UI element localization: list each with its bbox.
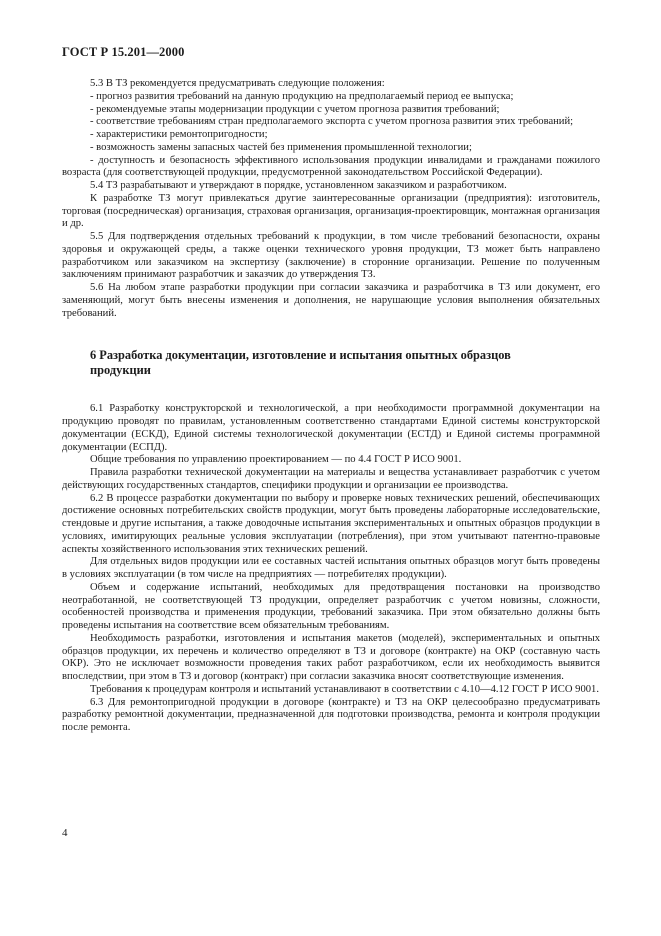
- paragraph: Необходимость разработки, изготовления и испытания макетов (моделей), экспериментальных и опытных образцов продукции, их перечень и количество определяют в ТЗ и договоре (контракте) на ОКР (составную часть ОКР). Это не исключает возможности проведения таких работ разработчиком, если их необходимость выявится впоследствии, при этом в ТЗ и договор (контракт) при согласии заказчика вносят соответствующие изменения.: [62, 632, 600, 682]
- list-item: - доступность и безопасность эффективного использования продукции инвалидами и гражданами пожилого возраста (для соответствующей продукции, предусмотренной законодательством Российской Федерации).: [62, 154, 600, 179]
- list-item: - соответствие требованиям стран предполагаемого экспорта с учетом прогноза развития этих требований;: [90, 116, 574, 128]
- page-number: 4: [62, 827, 68, 839]
- paragraph: Для отдельных видов продукции или ее составных частей испытания опытных образцов могут быть проведены в условиях эксплуатации (в том числе на предприятиях — потребителях продукции).: [62, 556, 600, 580]
- list-item: - возможность замены запасных частей без применения промышленной технологии;: [90, 141, 472, 153]
- page-header: ГОСТ Р 15.201—2000: [62, 45, 185, 59]
- paragraph-5-5: 5.5 Для подтверждения отдельных требований к продукции, в том числе требований безопасности, охраны здоровья и окружающей среды, а также оценки технического уровня продукции, ТЗ может быть направлено разработчиком или заказчиком на экспертизу (заключение) в сторонние организации. Решение по полученным заключениям принимают разработчик и заказчик до утверждения ТЗ.: [62, 231, 600, 281]
- paragraph: К разработке ТЗ могут привлекаться другие заинтересованные организации (предприятия): изготовитель, торговая (посредническая) организация, страховая организация, организация-проектировщик, монтажная организация и др.: [62, 192, 600, 230]
- paragraph-5-6: 5.6 На любом этапе разработки продукции при согласии заказчика и разработчика в ТЗ или документ, его заменяющий, могут быть внесены изменения и дополнения, не нарушающие условия выполнения обязательных требований.: [62, 282, 600, 319]
- paragraph-6-1: 6.1 Разработку конструкторской и технологической, а при необходимости программной документации на продукцию проводят по правилам, установленным соответственно стандартами Единой системы конструкторской документации (ЕСКД), Единой системы технологической документации (ЕСТД) и Единой системы программной документации (ЕСПД).: [62, 403, 600, 453]
- paragraph-5-3: 5.3 В ТЗ рекомендуется предусматривать следующие положения:: [90, 78, 385, 89]
- list-item: - характеристики ремонтопригодности;: [90, 129, 268, 140]
- paragraph-6-2: 6.2 В процессе разработки документации по выбору и проверке новых технических решений, обеспечивающих достижение основных потребительских свойств продукции, могут быть проведены лабораторные исследовательские, стендовые и другие испытания, а также доводочные испытания экспериментальных и опытных образцов продукции в условиях, имитирующих реальные условия эксплуатации (потребления), при этом учитывают патентно-правовые аспекты хозяйственного использования этих технических решений.: [62, 492, 600, 555]
- document-body: [62, 78, 600, 735]
- list-item: - рекомендуемые этапы модернизации продукции с учетом прогноза развития требований;: [90, 103, 500, 115]
- paragraph-5-4: 5.4 ТЗ разрабатывают и утверждают в порядке, установленном заказчиком и разработчиком.: [90, 180, 507, 191]
- paragraph: Правила разработки технической документации на материалы и вещества устанавливает разработчик с учетом действующих государственных стандартов, специфики продукции и организации ее производства.: [62, 467, 600, 491]
- paragraph: Общие требования по управлению проектированием — по 4.4 ГОСТ Р ИСО 9001.: [90, 454, 462, 466]
- paragraph: Требования к процедурам контроля и испытаний устанавливают в соответствии с 4.10—4.12 ГОСТ Р ИСО 9001.: [90, 683, 600, 695]
- paragraph: Объем и содержание испытаний, необходимых для предотвращения постановки на производство неотработанной, не соответствующей ТЗ продукции, определяет разработчик с учетом новизны, сложности, особенностей производства и применения продукции, требований заказчика. При этом обязательно должны быть проведены испытания на соответствие всем обязательным требованиям.: [62, 581, 600, 631]
- section-6-title: 6 Разработка документации, изготовление и испытания опытных образцов продукции: [90, 348, 511, 378]
- list-item: - прогноз развития требований на данную продукцию на предполагаемый период ее выпуска;: [90, 90, 514, 102]
- paragraph-6-3: 6.3 Для ремонтопригодной продукции в договоре (контракте) и ТЗ на ОКР целесообразно предусматривать разработку ремонтной документации, предназначенной для подготовки производства, ремонта и контроля продукции после ремонта.: [62, 696, 600, 733]
